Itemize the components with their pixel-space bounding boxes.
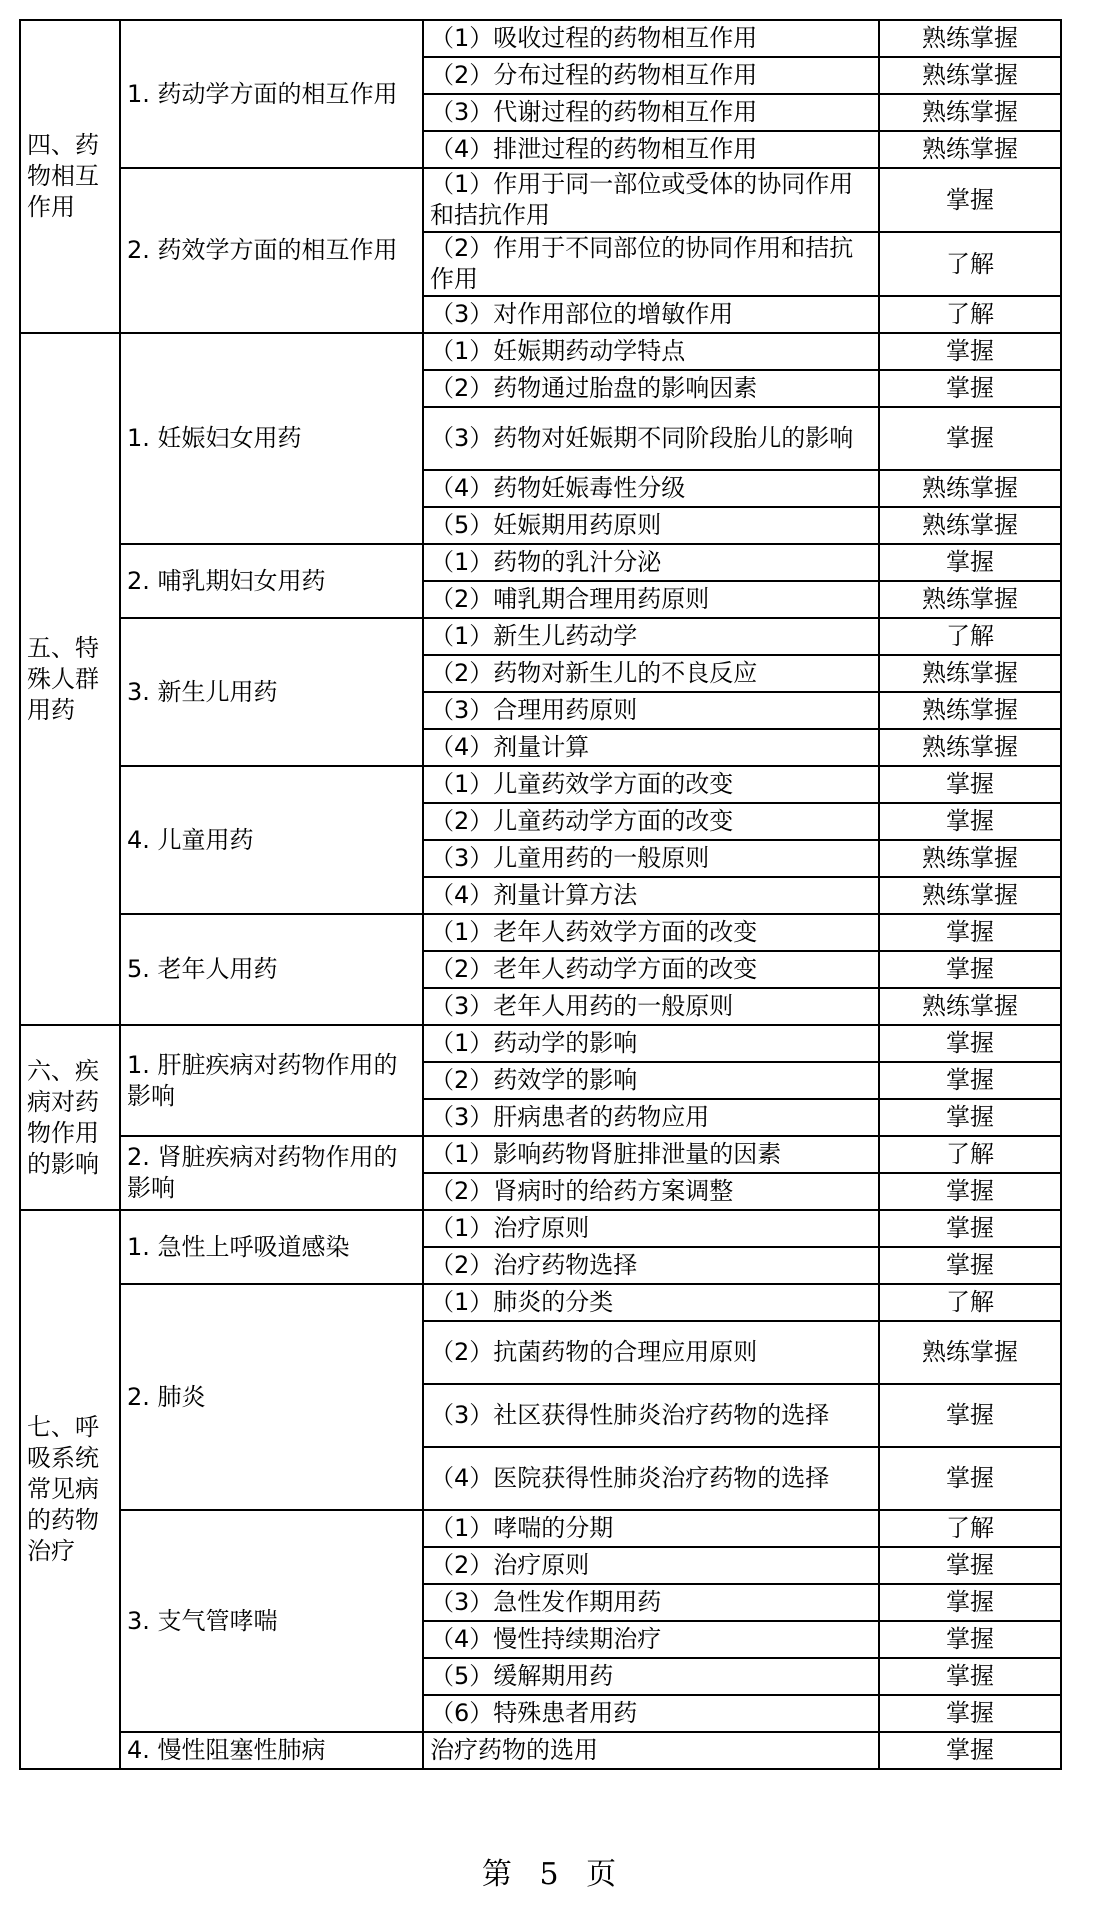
- content-cell: （3）药物对妊娠期不同阶段胎儿的影响: [423, 407, 879, 470]
- requirement-level-cell: 熟练掌握: [879, 840, 1061, 877]
- content-cell: （1）老年人药效学方面的改变: [423, 914, 879, 951]
- requirement-level-cell: 熟练掌握: [879, 470, 1061, 507]
- content-cell: （4）剂量计算: [423, 729, 879, 766]
- content-cell: （3）社区获得性肺炎治疗药物的选择: [423, 1384, 879, 1447]
- requirement-level-cell: 掌握: [879, 1621, 1061, 1658]
- requirement-level-cell: 熟练掌握: [879, 988, 1061, 1025]
- requirement-level-cell: 了解: [879, 1284, 1061, 1321]
- requirement-level-cell: 了解: [879, 618, 1061, 655]
- topic-cell: 1. 药动学方面的相互作用: [120, 20, 423, 168]
- requirement-level-cell: 熟练掌握: [879, 1321, 1061, 1384]
- content-cell: （2）作用于不同部位的协同作用和拮抗作用: [423, 232, 879, 296]
- requirement-level-cell: 熟练掌握: [879, 94, 1061, 131]
- requirement-level-cell: 熟练掌握: [879, 131, 1061, 168]
- content-cell: （2）药物对新生儿的不良反应: [423, 655, 879, 692]
- content-cell: （3）代谢过程的药物相互作用: [423, 94, 879, 131]
- requirement-level-cell: 掌握: [879, 1173, 1061, 1210]
- syllabus-table: [19, 19, 1062, 1770]
- topic-cell: 2. 肺炎: [120, 1284, 423, 1510]
- table-row: [20, 1284, 1061, 1321]
- page-number-suffix: 页: [586, 1857, 617, 1892]
- requirement-level-cell: 掌握: [879, 1447, 1061, 1510]
- table-row: [20, 914, 1061, 951]
- content-cell: （2）药物通过胎盘的影响因素: [423, 370, 879, 407]
- requirement-level-cell: 了解: [879, 232, 1061, 296]
- content-cell: 治疗药物的选用: [423, 1732, 879, 1769]
- requirement-level-cell: 掌握: [879, 168, 1061, 232]
- content-cell: （3）对作用部位的增敏作用: [423, 296, 879, 333]
- content-cell: （1）药物的乳汁分泌: [423, 544, 879, 581]
- requirement-level-cell: 熟练掌握: [879, 877, 1061, 914]
- content-cell: （4）排泄过程的药物相互作用: [423, 131, 879, 168]
- topic-cell: 2. 哺乳期妇女用药: [120, 544, 423, 618]
- content-cell: （2）药效学的影响: [423, 1062, 879, 1099]
- content-cell: （1）作用于同一部位或受体的协同作用和拮抗作用: [423, 168, 879, 232]
- table-row: [20, 20, 1061, 57]
- requirement-level-cell: 掌握: [879, 1025, 1061, 1062]
- content-cell: （1）哮喘的分期: [423, 1510, 879, 1547]
- section-cell: 六、疾病对药物作用的影响: [20, 1025, 120, 1210]
- content-cell: （1）肺炎的分类: [423, 1284, 879, 1321]
- content-cell: （4）剂量计算方法: [423, 877, 879, 914]
- requirement-level-cell: 掌握: [879, 1210, 1061, 1247]
- table-row: [20, 618, 1061, 655]
- content-cell: （2）分布过程的药物相互作用: [423, 57, 879, 94]
- requirement-level-cell: 了解: [879, 296, 1061, 333]
- requirement-level-cell: 掌握: [879, 1732, 1061, 1769]
- content-cell: （4）慢性持续期治疗: [423, 1621, 879, 1658]
- requirement-level-cell: 掌握: [879, 914, 1061, 951]
- table-row: [20, 168, 1061, 232]
- table-row: [20, 1210, 1061, 1247]
- table-row: [20, 766, 1061, 803]
- topic-cell: 4. 儿童用药: [120, 766, 423, 914]
- topic-cell: 3. 新生儿用药: [120, 618, 423, 766]
- content-cell: （3）儿童用药的一般原则: [423, 840, 879, 877]
- requirement-level-cell: 了解: [879, 1136, 1061, 1173]
- requirement-level-cell: 掌握: [879, 407, 1061, 470]
- table-row: [20, 1136, 1061, 1173]
- requirement-level-cell: 掌握: [879, 803, 1061, 840]
- requirement-level-cell: 掌握: [879, 1247, 1061, 1284]
- requirement-level-cell: 熟练掌握: [879, 655, 1061, 692]
- content-cell: （1）影响药物肾脏排泄量的因素: [423, 1136, 879, 1173]
- content-cell: （6）特殊患者用药: [423, 1695, 879, 1732]
- content-cell: （2）治疗药物选择: [423, 1247, 879, 1284]
- requirement-level-cell: 掌握: [879, 951, 1061, 988]
- topic-cell: 1. 妊娠妇女用药: [120, 333, 423, 544]
- requirement-level-cell: 掌握: [879, 333, 1061, 370]
- section-cell: 七、呼吸系统常见病的药物治疗: [20, 1210, 120, 1769]
- content-cell: （1）新生儿药动学: [423, 618, 879, 655]
- requirement-level-cell: 掌握: [879, 1547, 1061, 1584]
- requirement-level-cell: 熟练掌握: [879, 729, 1061, 766]
- content-cell: （4）药物妊娠毒性分级: [423, 470, 879, 507]
- content-cell: （2）儿童药动学方面的改变: [423, 803, 879, 840]
- table-row: [20, 333, 1061, 370]
- requirement-level-cell: 掌握: [879, 1384, 1061, 1447]
- requirement-level-cell: 掌握: [879, 766, 1061, 803]
- content-cell: （5）妊娠期用药原则: [423, 507, 879, 544]
- requirement-level-cell: 掌握: [879, 370, 1061, 407]
- content-cell: （5）缓解期用药: [423, 1658, 879, 1695]
- table-row: [20, 544, 1061, 581]
- page-number: 5: [539, 1857, 559, 1892]
- topic-cell: 3. 支气管哮喘: [120, 1510, 423, 1732]
- requirement-level-cell: 熟练掌握: [879, 20, 1061, 57]
- content-cell: （2）老年人药动学方面的改变: [423, 951, 879, 988]
- requirement-level-cell: 掌握: [879, 1658, 1061, 1695]
- content-cell: （2）治疗原则: [423, 1547, 879, 1584]
- topic-cell: 1. 急性上呼吸道感染: [120, 1210, 423, 1284]
- content-cell: （1）吸收过程的药物相互作用: [423, 20, 879, 57]
- requirement-level-cell: 熟练掌握: [879, 692, 1061, 729]
- topic-cell: 1. 肝脏疾病对药物作用的影响: [120, 1025, 423, 1136]
- requirement-level-cell: 掌握: [879, 1584, 1061, 1621]
- content-cell: （3）急性发作期用药: [423, 1584, 879, 1621]
- content-cell: （3）肝病患者的药物应用: [423, 1099, 879, 1136]
- requirement-level-cell: 掌握: [879, 1099, 1061, 1136]
- content-cell: （2）哺乳期合理用药原则: [423, 581, 879, 618]
- requirement-level-cell: 了解: [879, 1510, 1061, 1547]
- topic-cell: 5. 老年人用药: [120, 914, 423, 1025]
- requirement-level-cell: 熟练掌握: [879, 581, 1061, 618]
- section-cell: 五、特殊人群用药: [20, 333, 120, 1025]
- syllabus-table-body: [20, 20, 1061, 1769]
- table-row: [20, 1732, 1061, 1769]
- requirement-level-cell: 熟练掌握: [879, 507, 1061, 544]
- topic-cell: 2. 药效学方面的相互作用: [120, 168, 423, 333]
- content-cell: （2）抗菌药物的合理应用原则: [423, 1321, 879, 1384]
- requirement-level-cell: 掌握: [879, 544, 1061, 581]
- content-cell: （1）妊娠期药动学特点: [423, 333, 879, 370]
- content-cell: （1）药动学的影响: [423, 1025, 879, 1062]
- table-row: [20, 1025, 1061, 1062]
- section-cell: 四、药物相互作用: [20, 20, 120, 333]
- content-cell: （1）治疗原则: [423, 1210, 879, 1247]
- requirement-level-cell: 熟练掌握: [879, 57, 1061, 94]
- topic-cell: 2. 肾脏疾病对药物作用的影响: [120, 1136, 423, 1210]
- table-row: [20, 1510, 1061, 1547]
- requirement-level-cell: 掌握: [879, 1695, 1061, 1732]
- page-footer: [0, 1849, 1098, 1893]
- content-cell: （2）肾病时的给药方案调整: [423, 1173, 879, 1210]
- content-cell: （3）老年人用药的一般原则: [423, 988, 879, 1025]
- content-cell: （4）医院获得性肺炎治疗药物的选择: [423, 1447, 879, 1510]
- page-number-prefix: 第: [481, 1857, 512, 1892]
- content-cell: （3）合理用药原则: [423, 692, 879, 729]
- content-cell: （1）儿童药效学方面的改变: [423, 766, 879, 803]
- requirement-level-cell: 掌握: [879, 1062, 1061, 1099]
- topic-cell: 4. 慢性阻塞性肺病: [120, 1732, 423, 1769]
